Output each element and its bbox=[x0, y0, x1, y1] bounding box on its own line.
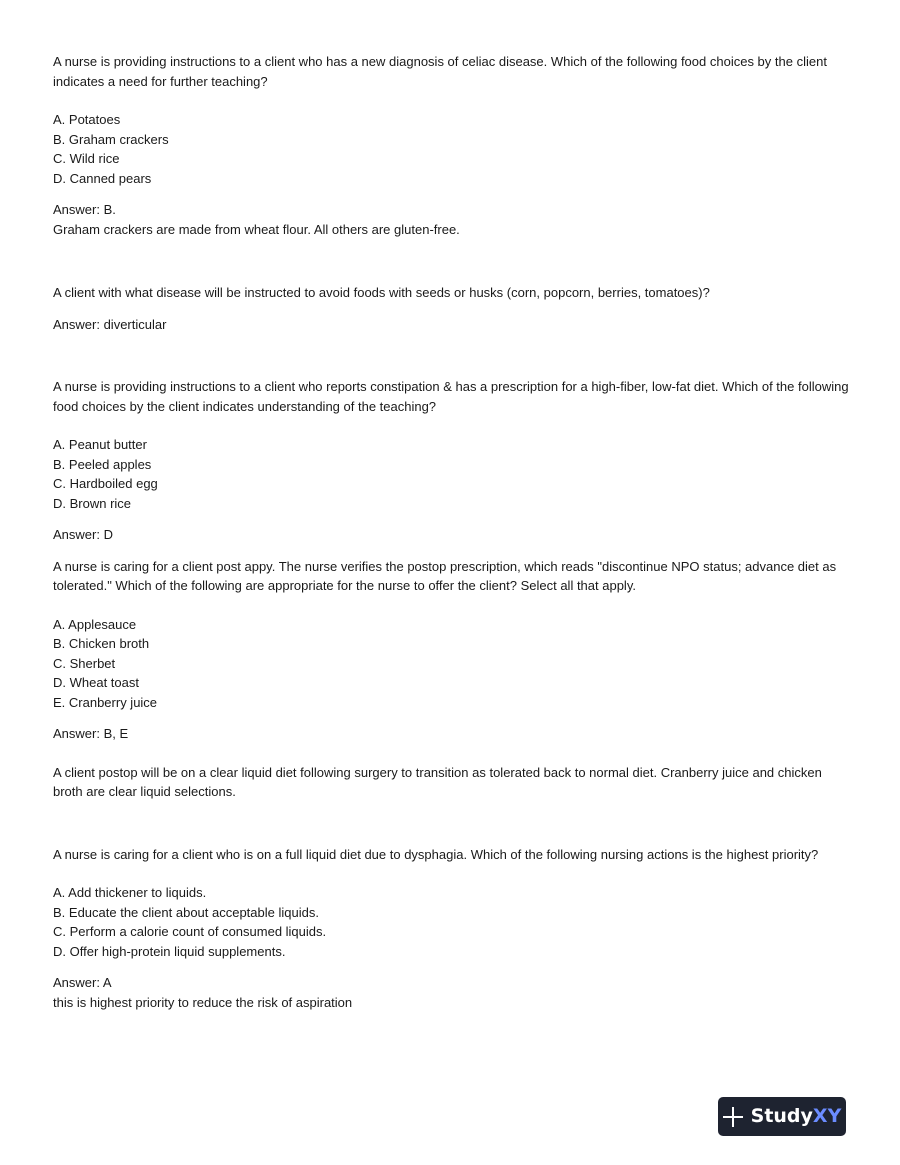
explanation-text: A client postop will be on a clear liquid diet following surgery to transition as tolerated back to normal diet. Cranberry juice and chicken broth are clear liquid selections. bbox=[53, 764, 822, 799]
option: A. Peanut butter bbox=[53, 437, 147, 452]
option-list bbox=[53, 435, 853, 513]
question-text: A nurse is providing instructions to a client who has a new diagnosis of celiac disease. Which of the following food choices by the client indicates a need for further teaching? bbox=[53, 54, 827, 89]
studyxy-logo[interactable] bbox=[718, 1097, 846, 1136]
question-text: A nurse is providing instructions to a client who reports constipation & has a prescription for a high-fiber, low-fat diet. Which of the following food choices by the client indicates understanding of the teaching? bbox=[53, 379, 849, 414]
option: A. Add thickener to liquids. bbox=[53, 885, 207, 900]
explanation-text: Graham crackers are made from wheat flour. All others are gluten-free. bbox=[53, 221, 460, 237]
option-list bbox=[53, 883, 853, 961]
question-2 bbox=[53, 283, 853, 334]
question-5 bbox=[53, 845, 853, 1013]
option: D. Canned pears bbox=[53, 170, 152, 186]
option: D. Brown rice bbox=[53, 495, 132, 511]
question-text: A nurse is caring for a client post appy. The nurse verifies the postop prescription, which reads "discontinue NPO status; advance diet as tolerated." Which of the following are appropriate for the nurse to offer the client? Select all that apply. bbox=[53, 558, 837, 593]
question-1 bbox=[53, 52, 853, 239]
option: D. Offer high-protein liquid supplements. bbox=[53, 943, 286, 959]
question-text: A client with what disease will be instructed to avoid foods with seeds or husks (corn, popcorn, berries, tomatoes)? bbox=[53, 285, 710, 300]
option: C. Hardboiled egg bbox=[53, 476, 158, 491]
option: C. Sherbet bbox=[53, 655, 116, 671]
answer-text: Answer: B. bbox=[53, 202, 116, 217]
option: B. Graham crackers bbox=[53, 131, 169, 147]
plus-icon bbox=[723, 1107, 743, 1127]
option: C. Wild rice bbox=[53, 151, 120, 166]
option: B. Educate the client about acceptable liquids. bbox=[53, 904, 319, 920]
answer-text: Answer: D bbox=[53, 527, 113, 542]
option: E. Cranberry juice bbox=[53, 694, 158, 710]
option-list bbox=[53, 615, 853, 713]
option: B. Chicken broth bbox=[53, 636, 150, 651]
document-page bbox=[53, 52, 853, 1012]
question-3 bbox=[53, 377, 853, 545]
logo-text-accent: XY bbox=[812, 1104, 842, 1127]
option-list bbox=[53, 110, 853, 188]
answer-text: Answer: B, E bbox=[53, 726, 129, 741]
option: A. Potatoes bbox=[53, 112, 121, 127]
option: A. Applesauce bbox=[53, 616, 137, 632]
option: B. Peeled apples bbox=[53, 456, 152, 472]
option: C. Perform a calorie count of consumed liquids. bbox=[53, 924, 327, 939]
option: D. Wheat toast bbox=[53, 675, 139, 690]
question-4 bbox=[53, 557, 853, 802]
question-text: A nurse is caring for a client who is on a full liquid diet due to dysphagia. Which of the following nursing actions is the highest priority? bbox=[53, 846, 819, 862]
logo-text-main: Study bbox=[750, 1104, 813, 1127]
explanation-text: this is highest priority to reduce the risk of aspiration bbox=[53, 994, 353, 1010]
answer-text: Answer: A bbox=[53, 975, 112, 990]
answer-text: Answer: diverticular bbox=[53, 316, 167, 332]
